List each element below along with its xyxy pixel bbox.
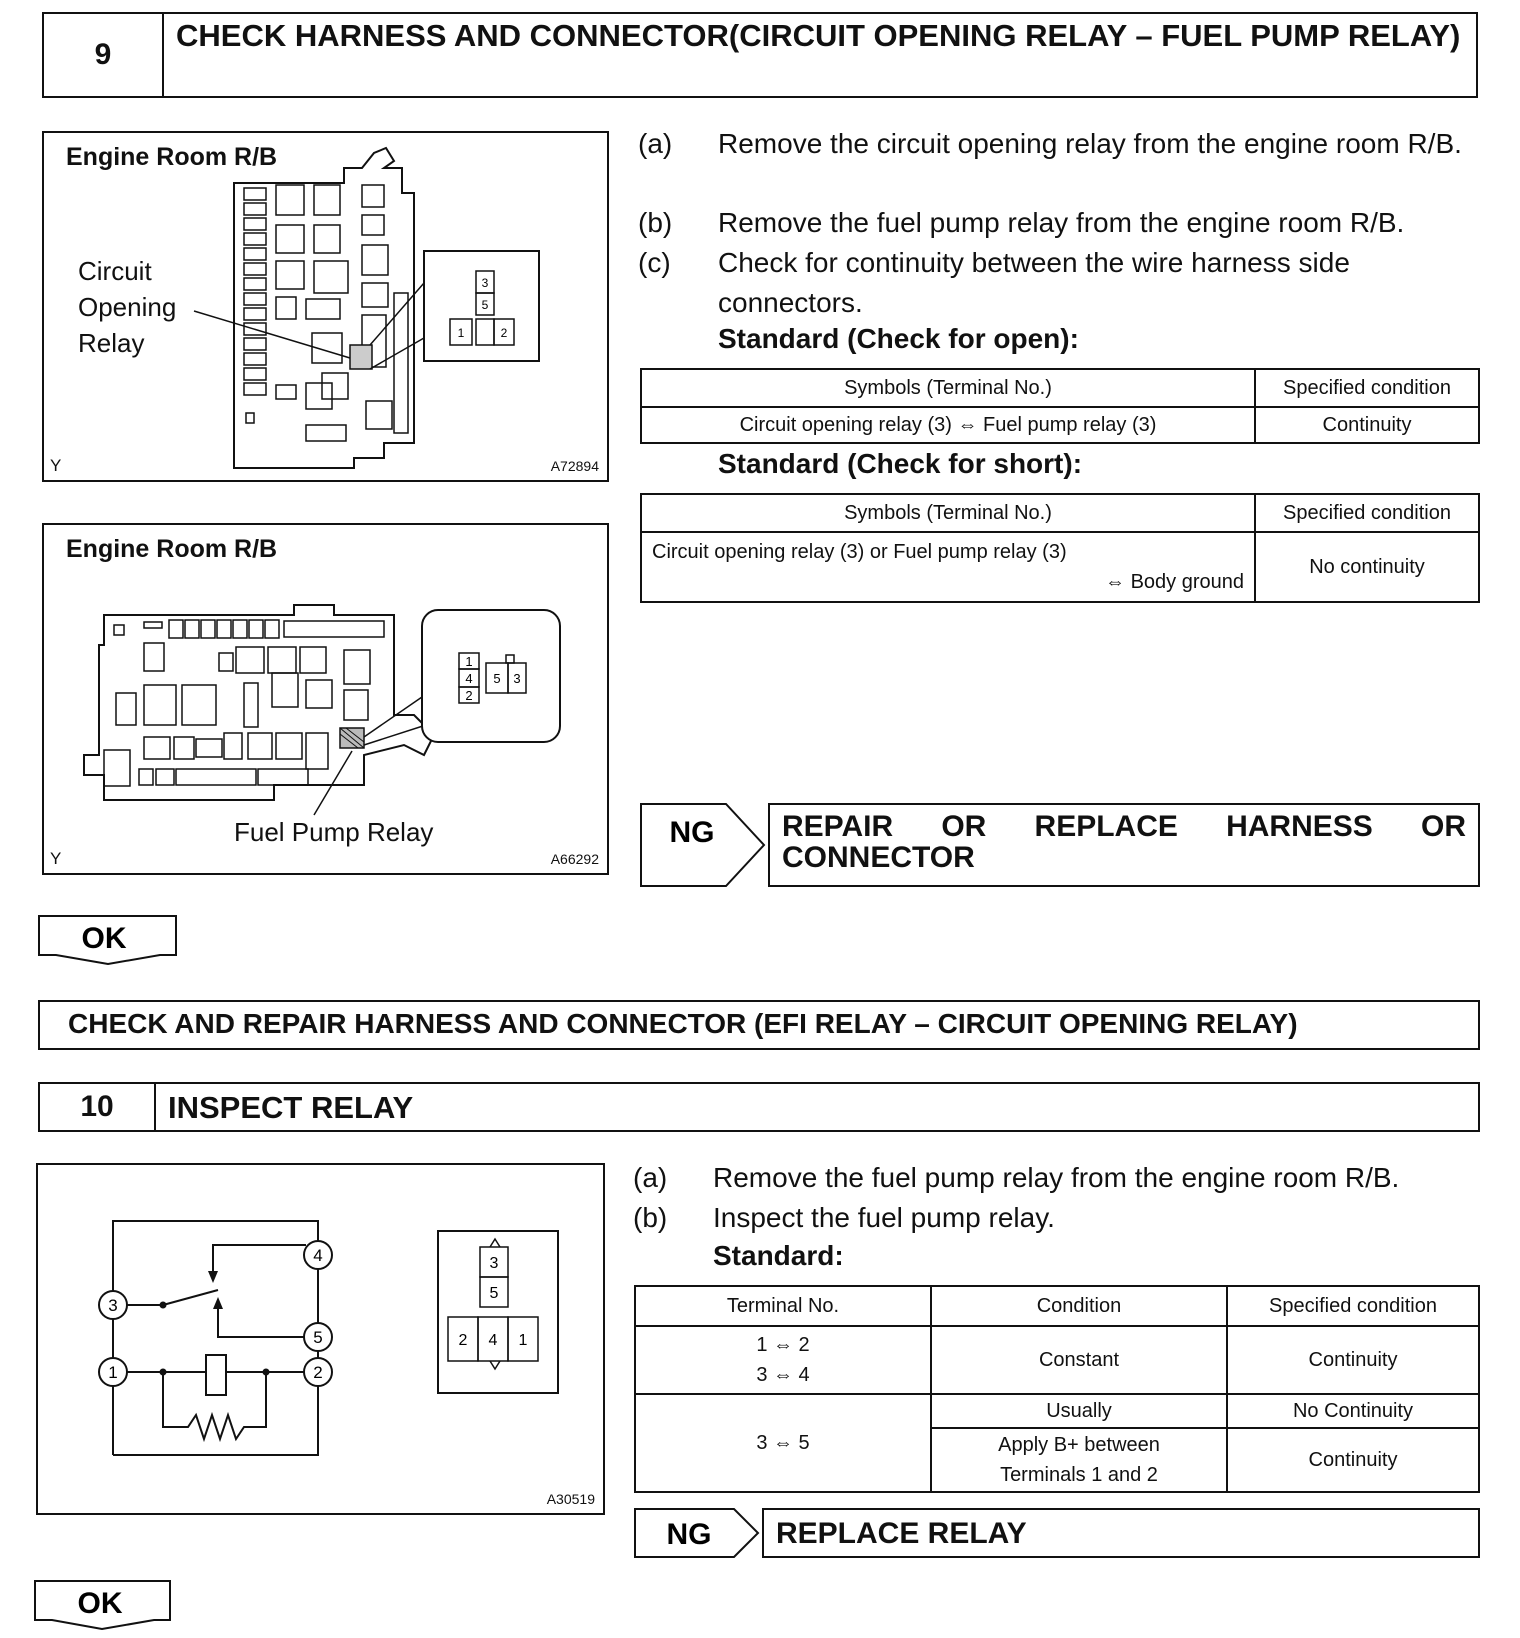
t10-row2-spec-b: Continuity xyxy=(1227,1428,1479,1492)
step10-a-label: (a) xyxy=(633,1162,668,1193)
standard-short-title: Standard (Check for short): xyxy=(718,448,1083,479)
step9-header xyxy=(42,12,1478,98)
step9-ng-action-text: REPAIR OR REPLACE HARNESS OR CONNECTOR xyxy=(782,810,1466,874)
figure1-code: A72894 xyxy=(550,458,599,474)
figure2-code: A66292 xyxy=(550,851,599,867)
short-row-condition: No continuity xyxy=(1255,532,1479,602)
pin-1: 1 xyxy=(518,1332,528,1349)
figure3-code: A30519 xyxy=(546,1491,595,1507)
figure1-title: Engine Room R/B xyxy=(66,143,278,171)
short-header-symbols: Symbols (Terminal No.) xyxy=(641,494,1255,532)
step9-instruction-b xyxy=(638,203,1480,243)
standard-open-title: Standard (Check for open): xyxy=(718,323,1079,354)
figure2-title: Engine Room R/B xyxy=(66,535,278,563)
figure-fuel-pump-relay xyxy=(42,523,609,875)
fig2-pin-2: 2 xyxy=(465,688,473,703)
t10-row2-spec-a: No Continuity xyxy=(1227,1394,1479,1428)
t10-header-condition: Condition xyxy=(931,1286,1227,1326)
pin-3: 3 xyxy=(489,1255,499,1272)
t10-row1-terminal xyxy=(635,1326,931,1394)
step9-instruction-c xyxy=(638,243,1480,323)
t10-row2-cond-b xyxy=(931,1428,1227,1492)
step9-ng-arrow xyxy=(640,803,770,887)
fig2-pin-5: 5 xyxy=(493,671,501,686)
t10-row2-cond-b1: Apply B+ between xyxy=(998,1434,1160,1456)
terminal-5: 5 xyxy=(313,1328,323,1347)
step10-standard-table xyxy=(634,1285,1480,1493)
fig1-pin-3: 3 xyxy=(481,276,489,290)
fig1-pin-5: 5 xyxy=(481,298,489,312)
short-header-condition: Specified condition xyxy=(1255,494,1479,532)
figure1-corner: Y xyxy=(50,456,62,475)
terminal-4: 4 xyxy=(313,1246,323,1265)
pin-2: 2 xyxy=(458,1332,468,1349)
figure-relay-circuit xyxy=(36,1163,605,1515)
callout-line-2: Opening xyxy=(78,292,177,322)
step10-number: 10 xyxy=(40,1084,156,1130)
step10-standard-title: Standard: xyxy=(713,1240,844,1271)
fig2-pin-1: 1 xyxy=(465,654,473,669)
terminal-3: 3 xyxy=(108,1296,118,1315)
open-header-symbols: Symbols (Terminal No.) xyxy=(641,369,1255,407)
open-row-condition: Continuity xyxy=(1255,407,1479,443)
fig1-pin-1: 1 xyxy=(457,326,465,340)
relay-circuit-diagram xyxy=(38,1165,603,1513)
t10-header-spec: Specified condition xyxy=(1227,1286,1479,1326)
step9-ng-action xyxy=(768,803,1480,887)
step9-ng-label: NG xyxy=(669,816,715,849)
t10-row2-cond-b2: Terminals 1 and 2 xyxy=(1000,1464,1158,1486)
check-repair-bar: CHECK AND REPAIR HARNESS AND CONNECTOR (EFI RELAY – CIRCUIT OPENING RELAY) xyxy=(38,1000,1480,1050)
step9-number: 9 xyxy=(44,14,164,96)
t10-header-terminal: Terminal No. xyxy=(635,1286,931,1326)
fig2-pin-4: 4 xyxy=(465,671,473,686)
terminal-1: 1 xyxy=(108,1363,118,1382)
step9-title: CHECK HARNESS AND CONNECTOR(CIRCUIT OPENING RELAY – FUEL PUMP RELAY) xyxy=(176,18,1461,53)
step9-a-label: (a) xyxy=(638,128,673,159)
step10-ok-label: OK xyxy=(77,1587,123,1620)
short-row-symbols xyxy=(641,532,1255,602)
step9-instruction-a xyxy=(638,124,1480,164)
open-row-symbols: Circuit opening relay (3) ⇔ Fuel pump relay (3) xyxy=(641,407,1255,443)
callout-line-3: Relay xyxy=(78,328,145,358)
fig2-pin-3: 3 xyxy=(513,671,521,686)
step10-ng-arrow xyxy=(634,1508,764,1558)
step10-ng-label: NG xyxy=(666,1518,712,1551)
step10-header xyxy=(38,1082,1480,1132)
step9-c-label: (c) xyxy=(638,247,671,278)
callout-line-1: Circuit xyxy=(78,256,152,286)
step9-a-text: Remove the circuit opening relay from the engine room R/B. xyxy=(718,128,1462,159)
step10-ok-button xyxy=(34,1580,174,1630)
fig1-pin-2: 2 xyxy=(500,326,508,340)
t10-row1-condition: Constant xyxy=(931,1326,1227,1394)
t10-row1-spec: Continuity xyxy=(1227,1326,1479,1394)
step9-c-text: Check for continuity between the wire harness side connectors. xyxy=(718,247,1350,318)
standard-open-table xyxy=(640,368,1480,444)
step10-ng-action: REPLACE RELAY xyxy=(762,1508,1480,1558)
pin-5: 5 xyxy=(489,1285,499,1302)
figure2-corner: Y xyxy=(50,849,62,868)
open-header-condition: Specified condition xyxy=(1255,369,1479,407)
figure1-callout xyxy=(78,253,176,361)
step10-b-text: Inspect the fuel pump relay. xyxy=(713,1202,1055,1233)
t10-row2-terminal: 3 ⇔ 5 xyxy=(635,1394,931,1492)
short-row-line2: ⇔ Body ground xyxy=(1105,571,1244,593)
t10-row1-terminal-b: 3 ⇔ 4 xyxy=(756,1364,810,1386)
step9-ok-button xyxy=(38,915,178,965)
step9-b-label: (b) xyxy=(638,207,673,238)
short-row-line1: Circuit opening relay (3) or Fuel pump relay (3) xyxy=(652,541,1067,563)
pin-4: 4 xyxy=(488,1332,498,1349)
t10-row1-terminal-a: 1 ⇔ 2 xyxy=(756,1334,810,1356)
step10-instruction-b xyxy=(633,1198,1480,1238)
terminal-2: 2 xyxy=(313,1363,323,1382)
figure-circuit-opening-relay xyxy=(42,131,609,482)
step10-instruction-a xyxy=(633,1158,1480,1198)
step10-b-label: (b) xyxy=(633,1202,668,1233)
step10-a-text: Remove the fuel pump relay from the engine room R/B. xyxy=(713,1162,1400,1193)
figure2-callout: Fuel Pump Relay xyxy=(234,817,434,847)
step10-title: INSPECT RELAY xyxy=(168,1090,414,1125)
standard-short-table xyxy=(640,493,1480,603)
step9-b-text: Remove the fuel pump relay from the engine room R/B. xyxy=(718,207,1405,238)
step9-ok-label: OK xyxy=(81,922,127,955)
t10-row2-cond-a: Usually xyxy=(931,1394,1227,1428)
